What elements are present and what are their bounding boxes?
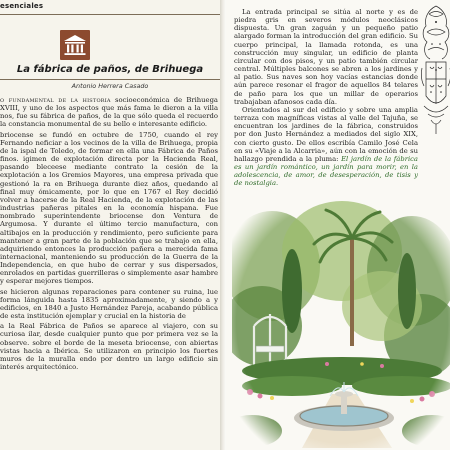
paragraph xyxy=(0,131,218,286)
paragraph xyxy=(0,288,218,321)
left-body-text xyxy=(0,96,218,373)
coat-of-arms-drawing xyxy=(420,4,450,136)
paragraph xyxy=(234,8,418,106)
paragraph-text: La entrada principal se sitúa al norte y es de piedra gris en severos módulos neoclásicos dispuesta. Un gran zaguán y un pequeño patio alargado forman la introducción del gran edificio. Su cuerpo principal, la llamada rotonda, es una construcción muy singular, un edificio de planta circular con dos pisos, y un patio también circular central. Múltiples balcones se abren a los jardines y al patio. Sus naves son hoy vacías estancias donde aún parece resonar el fragor de aquellos 84 telares de paño para los que un millar de operarios trabajaban afanosos cada día. xyxy=(234,8,418,106)
section-label: esenciales xyxy=(0,2,44,10)
right-page xyxy=(226,0,450,450)
right-body-text xyxy=(234,8,418,187)
paragraph-lead: o fundamental de la historia xyxy=(0,96,111,104)
top-rule xyxy=(0,14,220,15)
paragraph-text: socioeconómica de Brihuega XVIII, y uno de los aspectos que más fama le dieron a la villa nos, fue su fábrica de paños, de la que sólo queda el recuerdo la constancia monumental de su bello e interesante edificio. xyxy=(0,96,218,129)
article-author: Antonio Herrera Casado xyxy=(71,82,149,90)
article-title: La fábrica de paños, de Brihuega xyxy=(16,64,204,75)
paragraph xyxy=(0,96,218,129)
left-page xyxy=(0,0,220,450)
paragraph xyxy=(234,106,418,188)
paragraph xyxy=(0,322,218,371)
cela-quote: El jardín de la fábrica es un jardín romántico, un jardín para morir, en la adolescencia, de amor, de desesperación, de tisis y de nostalgia. xyxy=(234,154,418,188)
paragraph-text: a la Real Fábrica de Paños se aparece al viajero, con su curiosa ilar, desde cualquier punto que por primera vez se la observe. sobre el borde de la meseta briocense, con abiertas vistas hacia a Ibérica. Se utilizaron en principio los fuertes muros de la muralla endo por dentro un largo edificio sin interés arquitectónico. xyxy=(0,322,218,371)
paragraph-text: Orientados al sur del edificio y sobre una amplia terraza con magníficas vistas al valle del Tajuña, se encuentran los jardines de la fábrica, construidos por don Justo Hernández a mediados del siglo XIX, con cierto gusto. De ellos escribía Camilo José Cela en su «Viaje a la Alcarria», aún con la emoción de su hallazgo prendida a la pluma: xyxy=(234,105,418,163)
paragraph-text: se hicieron algunas reparaciones para contener su ruina, lue forma lánguida hasta 1835 aproximadamente, y siendo a y edificios, en 1840 a Justo Hernández Pareja, acabando pública de esta institución ejemplar y crucial en la historia de xyxy=(0,287,218,321)
paragraph-text: briocense se fundó en octubre de 1750, cuando el rey Fernando neficiar a los vecinos de la villa de Brihuega, propia de la ispal de Toledo, de formar en ella una Fábrica de Paños finos. igimen de explotación directa por la Hacienda Real, pasando bleceese mediante contrato la cesión de la explotación a los Gremios Mayores, una empresa privada que gestionó la ra en Brihuega durante diez años, quedando al final muy ómicamente, por lo que en 1767 el Rey decidió volver a hacerse de la Real Hacienda, de la explotación de las industrias pañeras pitales en la economía hispana. Fue nombrado superintendente briocense don Ventura de Argumosa. Y durante el último tercio manufactura, con altibajos en la producción y rendimiento, pero suficiente para mantener a gran parte de la población que se trabajo en ella, adquiriendo entonces la producción pañera a merecida fama internacional, manteniendo su producción de la Guerra de la Independencia, en que hubo de cerrar y sus dispersados, enrolados en partidas guerrilleras o simplemente asar hambre y esperar mejores tiempos. xyxy=(0,130,218,286)
temple-logo-icon xyxy=(60,30,90,60)
title-rule xyxy=(0,79,220,80)
garden-watercolor xyxy=(232,196,450,448)
